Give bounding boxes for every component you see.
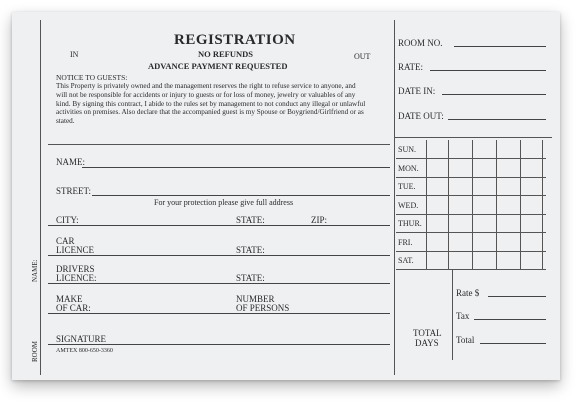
- tax-label: Tax: [456, 311, 470, 321]
- footer-text: AMTEX 800-650-3360: [56, 348, 113, 354]
- day-label-sat: SAT.: [398, 256, 414, 265]
- car-licence-label-1: CAR: [56, 236, 75, 246]
- city-field-label: CITY:: [56, 215, 79, 225]
- street-field-label: STREET:: [56, 186, 92, 196]
- tax-field[interactable]: [474, 319, 546, 320]
- car-licence-label-2: LICENCE: [56, 245, 94, 255]
- no-refunds-text: NO REFUNDS: [198, 49, 254, 59]
- make-label-2: OF CAR:: [56, 303, 91, 313]
- day-grid-row-line: [396, 232, 546, 233]
- rate-field[interactable]: [430, 70, 546, 71]
- protection-note: For your protection please give full address: [154, 198, 294, 207]
- registration-card: [12, 12, 560, 380]
- right-panel-divider: [394, 137, 552, 138]
- day-label-thur: THUR.: [398, 219, 422, 228]
- zip-field-label: ZIP:: [311, 215, 328, 225]
- state-field-label: STATE:: [236, 215, 265, 225]
- date-in-field[interactable]: [442, 94, 546, 95]
- day-label-tue: TUE.: [398, 182, 416, 191]
- make-field[interactable]: [48, 313, 390, 314]
- name-field[interactable]: [82, 167, 390, 168]
- panel-divider: [394, 20, 395, 375]
- car-state-label: STATE:: [236, 245, 265, 255]
- day-grid-row-line: [396, 269, 546, 270]
- date-out-label: DATE OUT:: [398, 111, 444, 121]
- in-label: IN: [70, 50, 79, 59]
- advance-payment-text: ADVANCE PAYMENT REQUESTED: [148, 61, 288, 71]
- out-label: OUT: [354, 52, 371, 61]
- notice-body: This Property is privately owned and the management reserves the right to refuse service to anyone, and will not be responsible for accidents or injury to guests or for loss of money, jewelry or valuables of any kind. By signing this contract, I abide to the rules set by management to not conduct any illegal or unlawful activities on premises. Also declare that the accompanied guest is my Spouse or Boygriend/Girlfriend or as stated.: [56, 82, 366, 126]
- totals-divider: [452, 270, 453, 360]
- day-grid-row-line: [396, 195, 546, 196]
- make-label-1: MAKE: [56, 294, 83, 304]
- signature-label: SIGNATURE: [56, 334, 107, 344]
- drivers-licence-label-1: DRIVERS: [56, 264, 95, 274]
- drivers-licence-field[interactable]: [48, 283, 390, 284]
- notice-heading: NOTICE TO GUESTS:: [56, 73, 128, 82]
- day-label-mon: MON.: [398, 164, 419, 173]
- city-field[interactable]: [48, 225, 390, 226]
- date-in-label: DATE IN:: [398, 86, 436, 96]
- date-out-field[interactable]: [448, 119, 546, 120]
- street-field[interactable]: [92, 195, 390, 196]
- name-field-label: NAME:: [56, 157, 85, 167]
- car-licence-field[interactable]: [48, 255, 390, 256]
- rate-dollar-field[interactable]: [488, 296, 546, 297]
- side-room-label: ROOM: [31, 340, 39, 362]
- day-grid: [396, 140, 550, 270]
- day-grid-row-line: [396, 158, 546, 159]
- rate-dollar-label: Rate $: [456, 288, 480, 298]
- persons-label-1: NUMBER: [236, 294, 275, 304]
- persons-label-2: OF PERSONS: [236, 303, 290, 313]
- total-field[interactable]: [480, 343, 546, 344]
- form-title: REGISTRATION: [174, 32, 296, 48]
- day-label-fri: FRI.: [398, 238, 413, 247]
- total-days-label-1: TOTAL: [413, 328, 442, 338]
- signature-field[interactable]: [48, 344, 390, 345]
- side-name-label: NAME:: [31, 259, 39, 282]
- left-margin-line: [40, 20, 41, 375]
- rate-label: RATE:: [398, 62, 424, 72]
- day-grid-row-line: [396, 214, 546, 215]
- room-no-field[interactable]: [454, 46, 546, 47]
- day-label-wed: WED.: [398, 201, 419, 210]
- room-no-label: ROOM NO.: [398, 38, 443, 48]
- drivers-state-label: STATE:: [236, 273, 265, 283]
- day-label-sun: SUN.: [398, 145, 417, 154]
- notice-bottom-line: [48, 144, 390, 145]
- total-days-label-2: DAYS: [415, 338, 439, 348]
- drivers-licence-label-2: LICENCE:: [56, 273, 97, 283]
- total-label: Total: [456, 335, 475, 345]
- day-grid-row-line: [396, 177, 546, 178]
- day-grid-row-line: [396, 251, 546, 252]
